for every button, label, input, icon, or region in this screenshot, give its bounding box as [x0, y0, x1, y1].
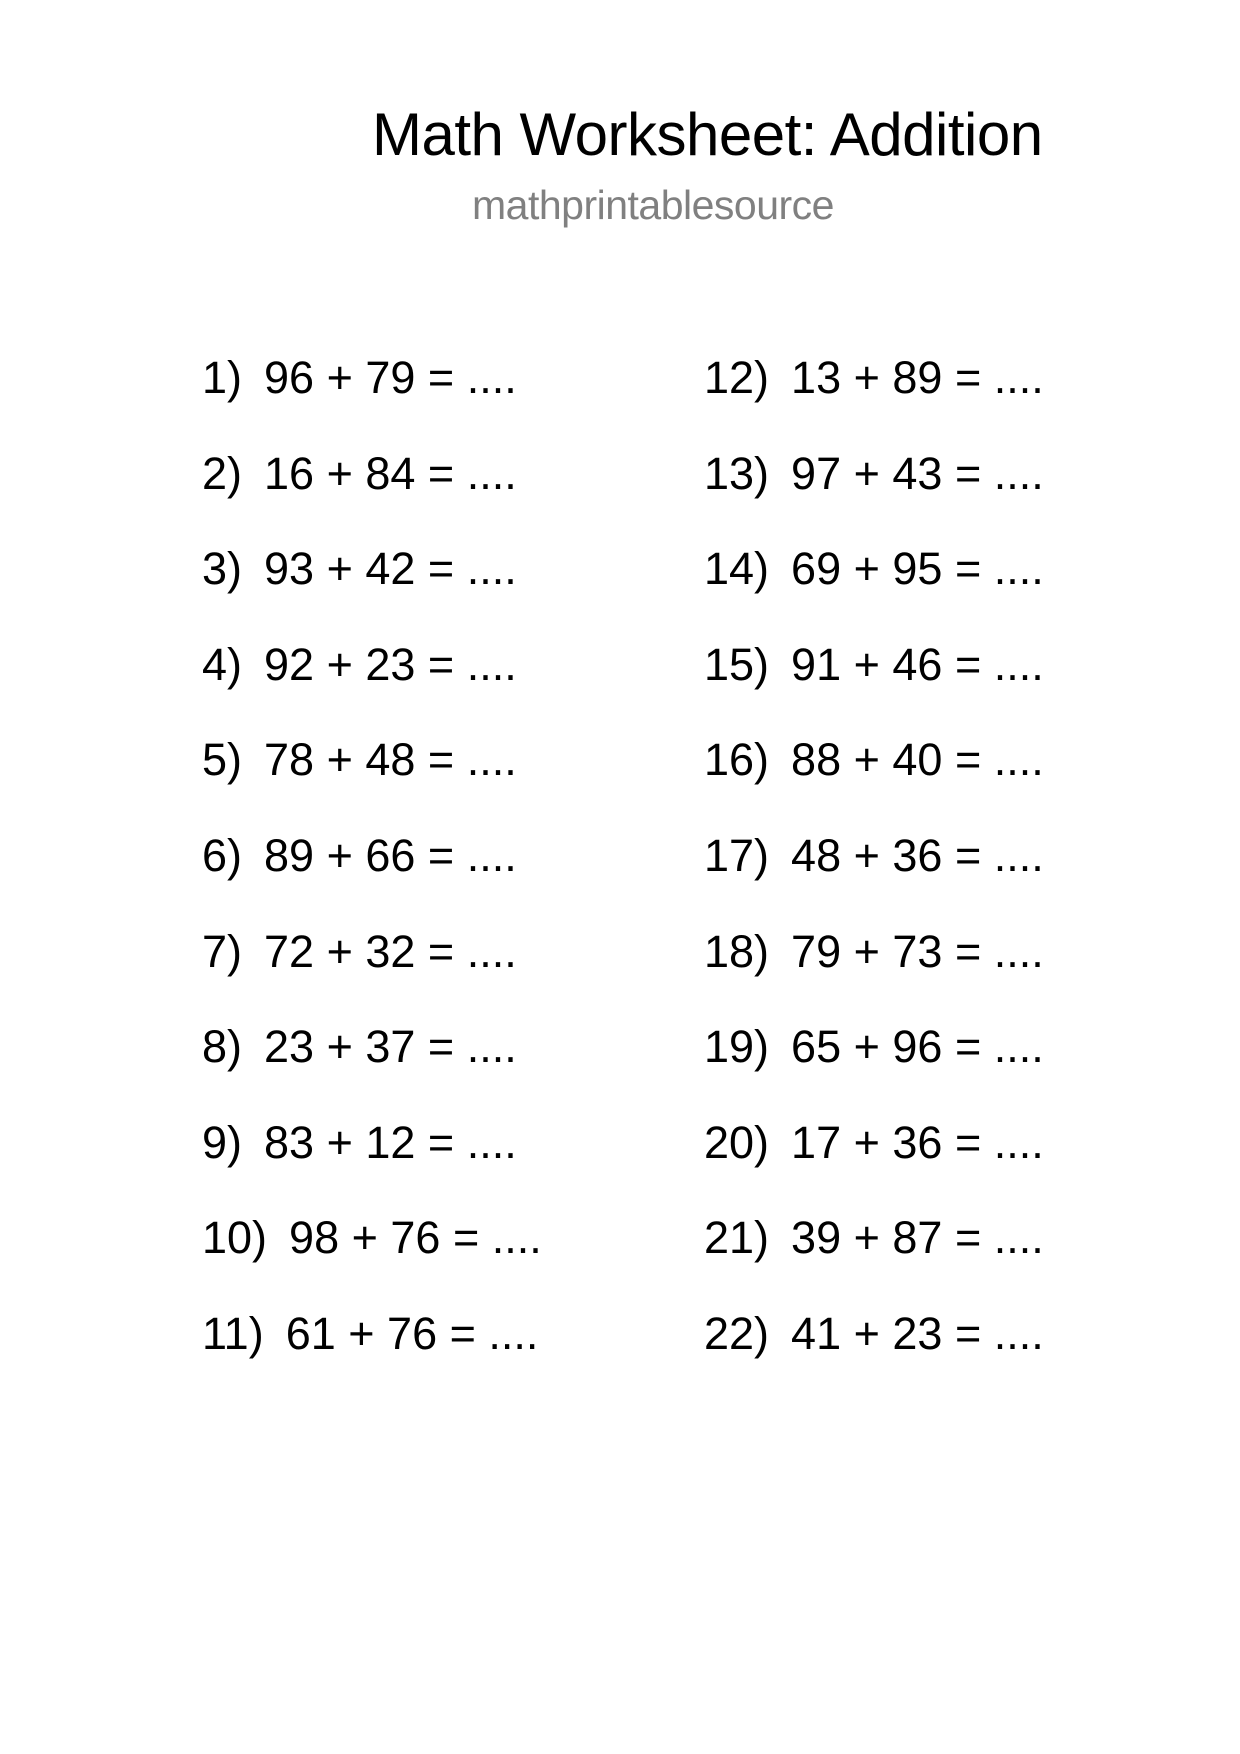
problem-item [202, 637, 542, 733]
problem-item [704, 541, 1044, 637]
problem-number: 6) [202, 829, 243, 881]
problem-expression: 88 + 40 = .... [791, 734, 1044, 786]
problem-number: 5) [202, 734, 243, 786]
problem-number: 21) [704, 1212, 770, 1264]
problem-expression: 41 + 23 = .... [791, 1307, 1044, 1359]
problem-expression: 93 + 42 = .... [264, 543, 517, 595]
problem-expression: 61 + 76 = .... [285, 1307, 539, 1359]
problem-number: 17) [704, 829, 770, 881]
problem-number: 7) [202, 925, 243, 977]
problems-right-column [704, 350, 1044, 1402]
problem-item [202, 350, 542, 446]
problem-expression: 16 + 84 = .... [264, 447, 517, 499]
problem-item [704, 1210, 1044, 1306]
problem-number: 16) [704, 734, 770, 786]
problem-expression: 69 + 95 = .... [791, 543, 1044, 595]
problem-number: 13) [704, 447, 770, 499]
problem-item [202, 1306, 542, 1402]
problem-number: 1) [202, 352, 243, 403]
problem-item [704, 1115, 1044, 1211]
problem-item [202, 1210, 542, 1306]
problem-item [202, 924, 542, 1020]
problem-item [704, 446, 1044, 542]
problem-item [704, 1019, 1044, 1115]
problem-item [704, 637, 1044, 733]
problem-expression: 91 + 46 = .... [791, 638, 1044, 690]
problem-number: 18) [704, 925, 770, 977]
problem-expression: 39 + 87 = .... [791, 1212, 1044, 1264]
problems-left-column [202, 350, 542, 1402]
problem-item [202, 1115, 542, 1211]
problem-expression: 72 + 32 = .... [264, 925, 517, 977]
problem-item [704, 1306, 1044, 1402]
problem-number: 11) [202, 1307, 264, 1359]
problem-expression: 89 + 66 = .... [264, 829, 517, 881]
problem-item [704, 350, 1044, 446]
problem-expression: 48 + 36 = .... [791, 829, 1044, 881]
problem-expression: 92 + 23 = .... [264, 638, 517, 690]
problem-item [202, 1019, 542, 1115]
problem-expression: 78 + 48 = .... [264, 734, 517, 786]
problem-item [704, 924, 1044, 1020]
problem-number: 22) [704, 1307, 770, 1359]
worksheet-source: mathprintablesource [472, 182, 834, 228]
problem-number: 8) [202, 1021, 243, 1073]
problem-expression: 98 + 76 = .... [289, 1212, 542, 1264]
problem-number: 4) [202, 638, 243, 690]
problem-item [202, 828, 542, 924]
problem-expression: 13 + 89 = .... [791, 352, 1044, 403]
problem-number: 2) [202, 447, 243, 499]
problem-number: 10) [202, 1212, 268, 1264]
problem-number: 12) [704, 352, 770, 403]
problem-expression: 96 + 79 = .... [264, 352, 517, 403]
problem-expression: 23 + 37 = .... [264, 1021, 517, 1073]
problem-number: 9) [202, 1116, 243, 1168]
problem-number: 20) [704, 1116, 770, 1168]
problem-item [704, 732, 1044, 828]
problem-expression: 65 + 96 = .... [791, 1021, 1044, 1073]
problem-expression: 17 + 36 = .... [791, 1116, 1044, 1168]
problem-number: 14) [704, 543, 770, 595]
problem-expression: 97 + 43 = .... [791, 447, 1044, 499]
problem-expression: 79 + 73 = .... [791, 925, 1044, 977]
problem-number: 15) [704, 638, 770, 690]
worksheet-title: Math Worksheet: Addition [372, 101, 1043, 168]
problem-item [202, 541, 542, 637]
problem-number: 3) [202, 543, 243, 595]
problem-number: 19) [704, 1021, 770, 1073]
problem-item [704, 828, 1044, 924]
problem-item [202, 732, 542, 828]
problem-expression: 83 + 12 = .... [264, 1116, 517, 1168]
problem-item [202, 446, 542, 542]
